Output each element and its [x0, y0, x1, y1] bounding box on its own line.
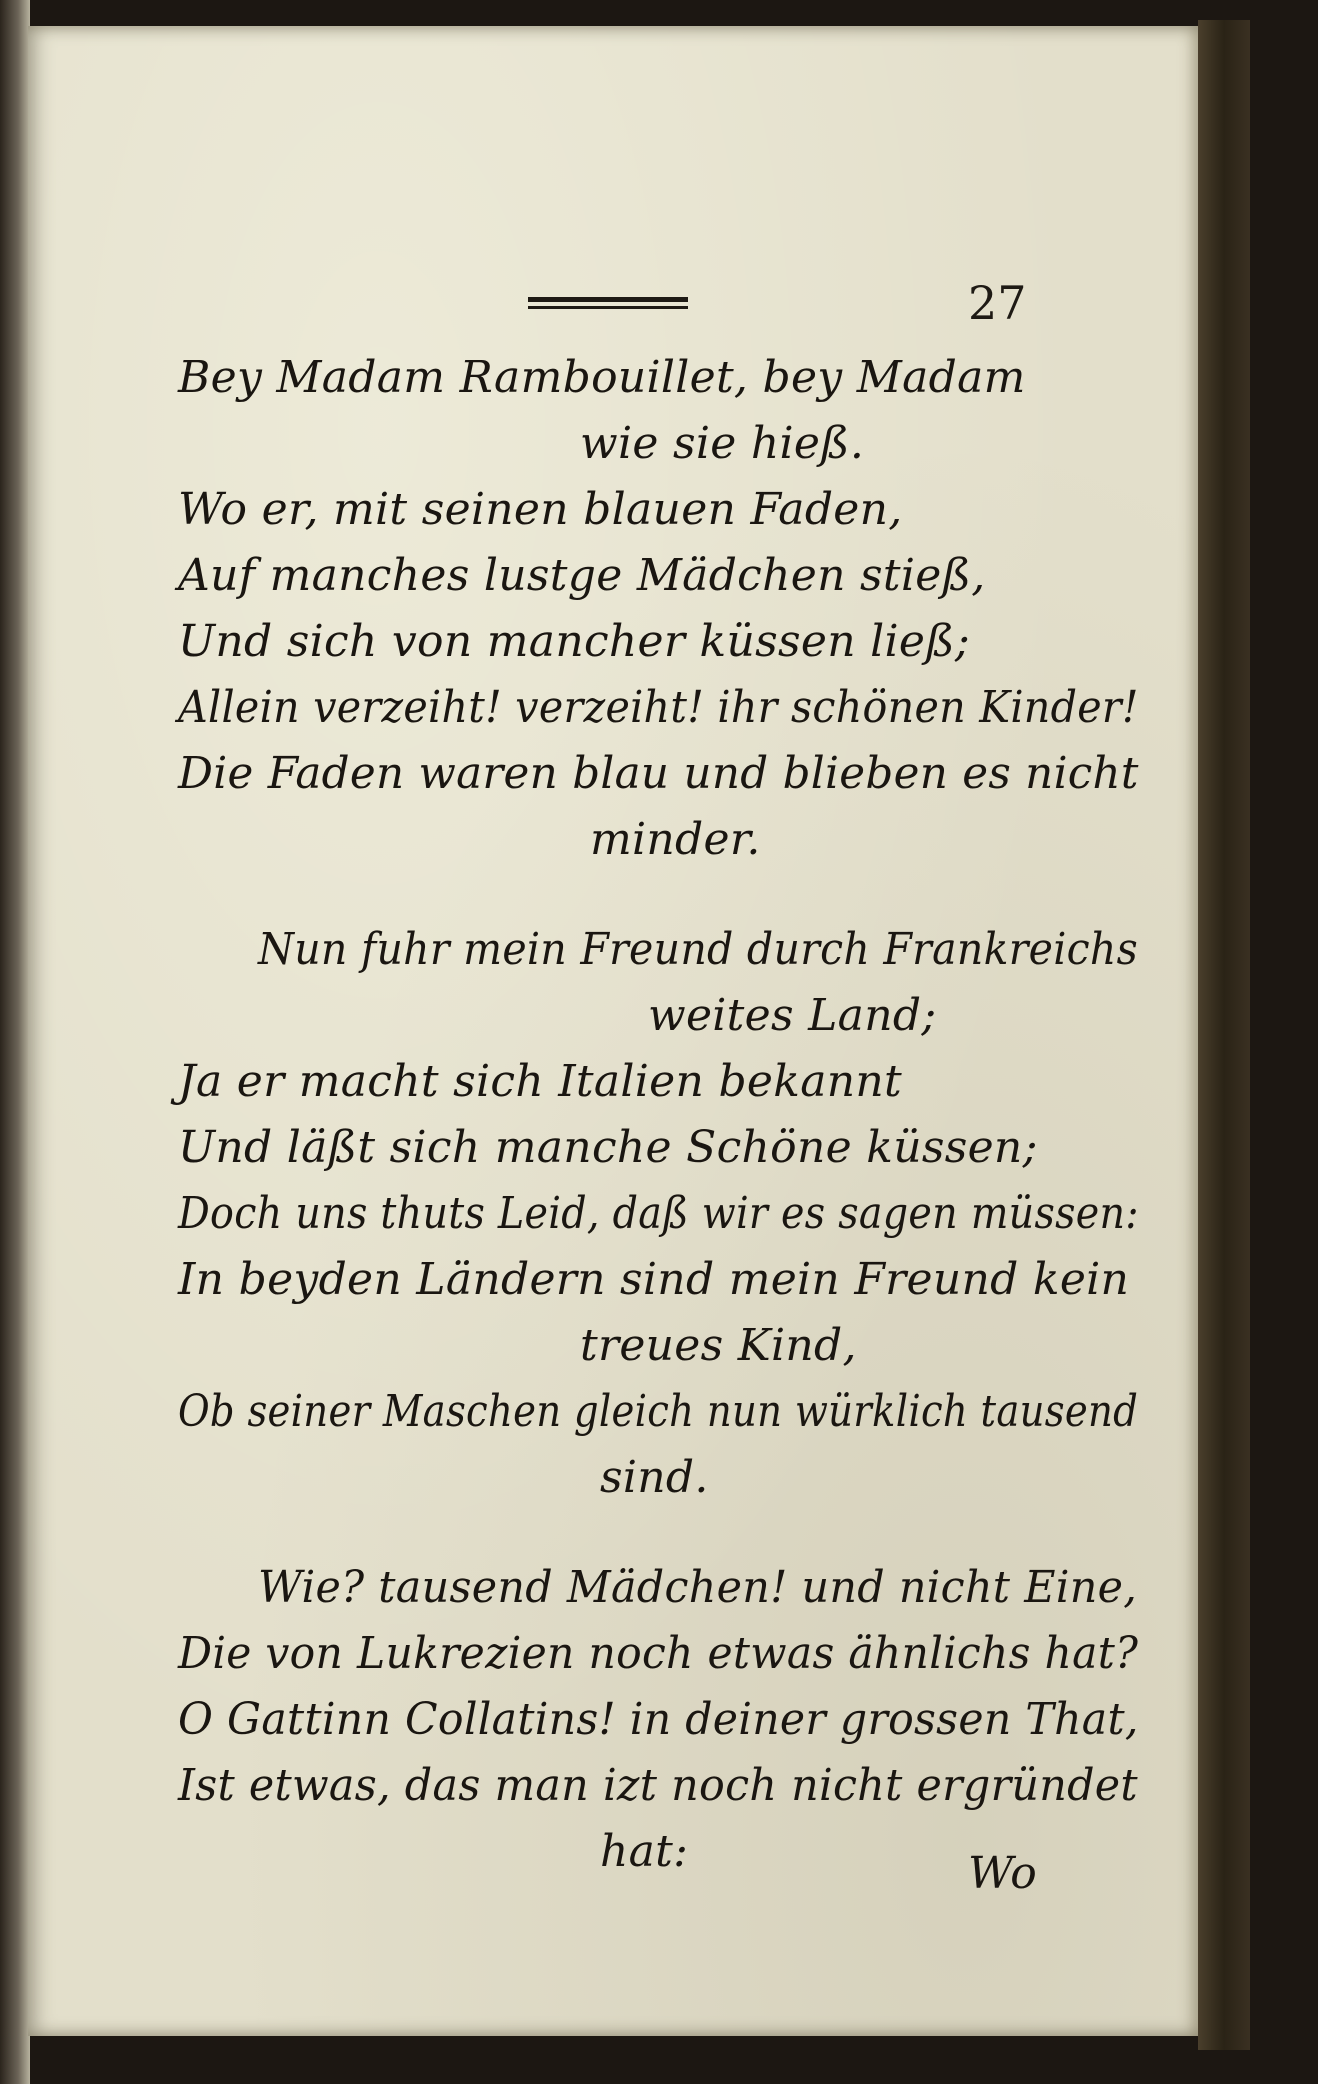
verse-line: Doch uns thuts Leid, daß wir es sagen müssen: [178, 1188, 1139, 1239]
verse-line: hat: [600, 1826, 689, 1877]
header-rule [528, 297, 688, 302]
header-rule-thin [528, 306, 688, 309]
verse-line: Wie? tausend Mädchen! und nicht Eine, [258, 1562, 1138, 1613]
catchword: Wo [968, 1848, 1037, 1899]
verse-line: Ja er macht sich Italien bekannt [178, 1056, 902, 1107]
verse-line: Und sich von mancher küssen ließ; [178, 616, 971, 667]
verse-line: wie sie hieß. [580, 418, 865, 469]
book-binding [0, 0, 30, 2084]
verse-line: sind. [600, 1452, 709, 1503]
verse-line: weites Land; [648, 990, 937, 1041]
page-number: 27 [968, 276, 1027, 330]
cover-edge [1198, 20, 1250, 2050]
verse-line: Ist etwas, das man izt noch nicht ergründet [178, 1760, 1138, 1811]
verse-line: Auf manches lustge Mädchen stieß, [178, 550, 986, 601]
verse-line: O Gattinn Collatins! in deiner grossen That, [178, 1694, 1139, 1745]
verse-line: In beyden Ländern sind mein Freund kein [178, 1254, 1130, 1305]
verse-line: Allein verzeiht! verzeiht! ihr schönen Kinder! [178, 682, 1139, 733]
verse-line: Und läßt sich manche Schöne küssen; [178, 1122, 1038, 1173]
verse-line: treues Kind, [580, 1320, 857, 1371]
verse-line: Bey Madam Rambouillet, bey Madam [178, 352, 1026, 403]
verse-line: Die von Lukrezien noch etwas ähnlichs hat? [178, 1628, 1139, 1679]
verse-line: Nun fuhr mein Freund durch Frankreichs [258, 924, 1138, 975]
book-page [28, 26, 1198, 2036]
verse-line: Die Faden waren blau und blieben es nicht [178, 748, 1139, 799]
verse-line: minder. [590, 814, 761, 865]
verse-line: Ob seiner Maschen gleich nun würklich tausend [178, 1386, 1139, 1437]
verse-line: Wo er, mit seinen blauen Faden, [178, 484, 903, 535]
